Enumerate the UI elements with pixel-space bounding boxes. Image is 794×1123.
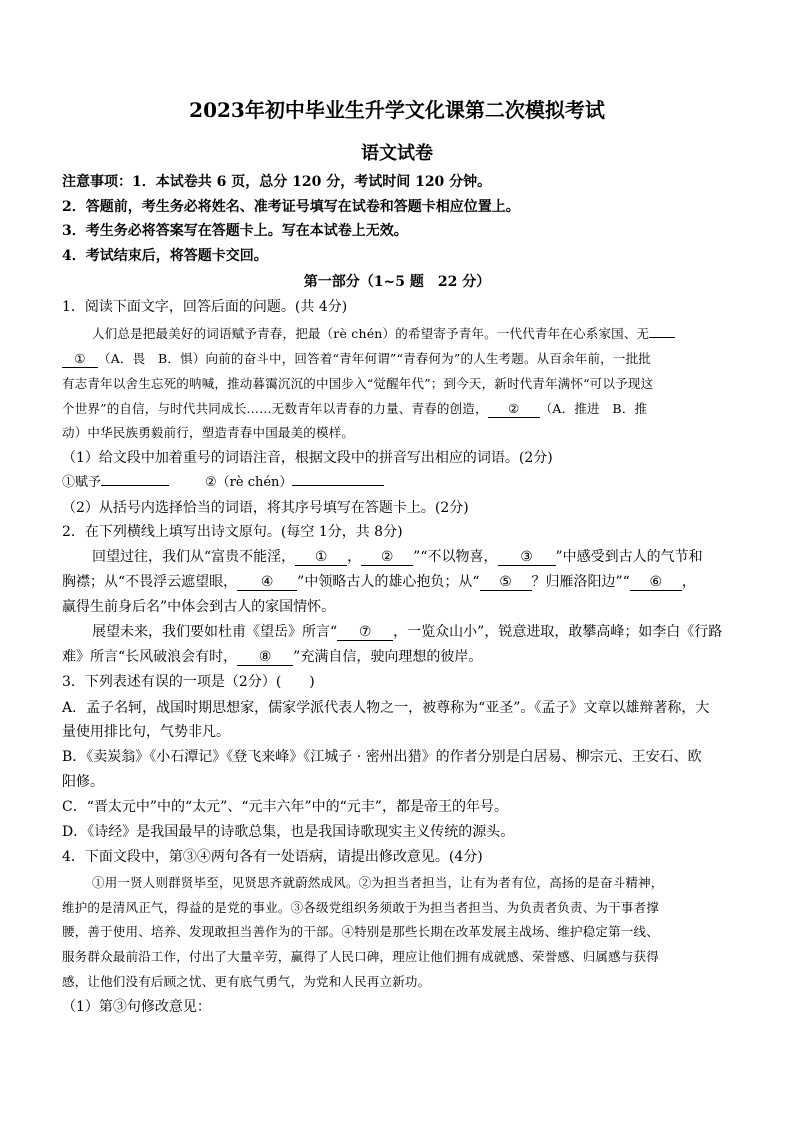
q2-blank-6: ⑥ xyxy=(630,574,682,591)
q2-text: 胸襟；从“不畏浮云遮望眼， xyxy=(62,574,238,590)
q2-blank-4: ④ xyxy=(237,574,297,591)
q4-passage-line-2: 维护的是清风正气，得益的是党的事业。③各级党组织务须敢于为担当者担当、为负责者负责、为干事者撑 xyxy=(62,900,659,915)
q4-stem: 4．下面文段中，第③④两句各有一处语病，请提出修改意见。(4分) xyxy=(62,849,483,865)
q3-option-d: D．《诗经》是我国最早的诗歌总集，也是我国诗歌现实主义传统的源头。 xyxy=(62,824,515,840)
q2-text: ”中感受到古人的气节和 xyxy=(555,549,703,565)
q2-text: ”中领略古人的雄心抱负；从“ xyxy=(297,574,480,590)
q2-blank-7: ⑦ xyxy=(337,624,393,641)
q1-answer-label-a: ①赋予 xyxy=(62,475,102,490)
q2-text: ”“不以物喜， xyxy=(413,549,498,565)
q1-passage-line-3: 有志青年以舍生忘死的呐喊，推动暮霭沉沉的中国步入“觉醒年代”；到今天，新时代青年满怀“可以予现这 xyxy=(62,376,654,391)
section-heading: 第一部分（1~5 题 22 分） xyxy=(303,274,491,290)
q3-option-b-line-2: 阳修。 xyxy=(62,774,104,790)
q3-stem: 3．下列表述有误的一项是（2分）( ) xyxy=(62,674,315,690)
q2-blank-8: ⑧ xyxy=(237,649,293,666)
q3-option-c: C．“晋太元中”中的“太元”、“元丰六年”中的“元丰”，都是帝王的年号。 xyxy=(62,799,508,815)
q1-blank-1-tail xyxy=(649,337,675,338)
q2-text: 展望未来，我们要如杜甫《望岳》所言“ xyxy=(92,624,338,640)
q1-answer-blank-a[interactable] xyxy=(101,485,169,486)
notes-line-3: 3．考生务必将答案写在答题卡上。写在本试卷上无效。 xyxy=(62,223,408,239)
q3-option-b-line-1: B．《卖炭翁》《小石潭记》《登飞来峰》《江城子 · 密州出猎》的作者分别是白居易、柳宗元、王安石、欧 xyxy=(62,749,702,765)
q4-subquestion-1: （1）第③句修改意见： xyxy=(62,999,211,1015)
q4-passage-line-5: 感，让他们没有后顾之忧、更有底气勇气，为党和人民再立新功。 xyxy=(62,974,431,989)
q1-answer-line xyxy=(62,473,384,493)
q1-answer-blank-b[interactable] xyxy=(292,485,384,486)
q1-passage-text: 个世界”的自信，与时代共同成长……无数青年以青春的力量、青春的创造， xyxy=(62,401,488,416)
q2-blank-3: ③ xyxy=(498,549,556,566)
q1-blank-2: ② xyxy=(488,401,540,418)
q2-blank-1: ① xyxy=(295,549,347,566)
q1-passage-text: （A．推进 B．推 xyxy=(539,401,648,416)
q2-blank-5: ⑤ xyxy=(480,574,532,591)
q2-line-3: 赢得生前身后名”中体会到古人的家国情怀。 xyxy=(62,599,336,615)
q2-line-4 xyxy=(92,622,722,642)
q2-blank-2: ② xyxy=(361,549,413,566)
notes-line-2: 2．答题前，考生务必将姓名、准考证号填写在试卷和答题卡相应位置上。 xyxy=(62,199,520,215)
q4-passage-line-3: 腰，善于使用、培养、发现敢担当善作为的干部。④特别是那些长期在改革发展主战场、维护稳定第一线、 xyxy=(62,924,659,939)
q4-passage-line-4: 服务群众最前沿工作，付出了大量辛劳，赢得了人民口碑，理应让他们拥有成就感、荣誉感、归属感与获得 xyxy=(62,949,659,964)
q1-passage-text: 人们总是把最美好的词语赋予青春，把最（rè chén）的希望寄予青年。一代代青年在心系家国、无 xyxy=(92,326,650,341)
q3-option-a-line-2: 量使用排比句，气势非凡。 xyxy=(62,724,230,740)
q1-passage-text: （A．畏 B．惧）向前的奋斗中，回答着“青年何谓”“青春何为”的人生考题。从百余年前，一批批 xyxy=(98,351,651,366)
q1-subquestion-1: （1）给文段中加着重号的词语注音，根据文段中的拼音写出相应的词语。(2分) xyxy=(62,450,553,466)
q2-text: ， xyxy=(681,574,696,590)
q1-passage-line-2 xyxy=(62,349,651,369)
q1-subquestion-2: （2）从括号内选择恰当的词语，将其序号填写在答题卡上。(2分) xyxy=(62,500,469,516)
q2-line-1 xyxy=(92,547,703,567)
q2-line-5 xyxy=(62,647,482,667)
q1-passage-line-5: 动）中华民族勇毅前行，塑造青春中国最美的模样。 xyxy=(62,425,355,440)
q2-text: ， xyxy=(347,549,362,565)
notes-line-4: 4．考试结束后，将答题卡交回。 xyxy=(62,248,268,264)
q1-stem: 1．阅读下面文字，回答后面的问题。(共 4分) xyxy=(62,299,348,315)
exam-subtitle: 语文试卷 xyxy=(361,143,433,164)
q1-passage-line-1 xyxy=(92,324,675,344)
q1-passage-line-4 xyxy=(62,399,647,419)
q2-text: ”充满自信，驶向理想的彼岸。 xyxy=(293,649,483,665)
notes-line-1: 注意事项：1．本试卷共 6 页，总分 120 分，考试时间 120 分钟。 xyxy=(62,174,492,190)
q2-text: ？归雁洛阳边”“ xyxy=(531,574,630,590)
q2-text: ，一览众山小”，锐意进取，敢攀高峰；如李白《行路 xyxy=(393,624,723,640)
q2-stem: 2．在下列横线上填写出诗文原句。(每空 1分，共 8分) xyxy=(62,524,403,540)
exam-title: 2023年初中毕业生升学文化课第二次模拟考试 xyxy=(189,98,605,122)
q2-text: 难》所言“长风破浪会有时， xyxy=(62,649,238,665)
q1-answer-label-b: ②（rè chén） xyxy=(205,475,293,490)
q2-line-2 xyxy=(62,572,696,592)
q4-passage-line-1: ①用一贤人则群贤毕至，见贤思齐就蔚然成风。②为担当者担当，让有为者有位，高扬的是奋斗精神， xyxy=(92,875,664,890)
q1-blank-1: ① xyxy=(62,351,98,368)
q3-option-a-line-1: A．孟子名轲，战国时期思想家，儒家学派代表人物之一，被尊称为“亚圣”。《孟子》文章以雄辩著称，大 xyxy=(62,700,710,716)
q2-text: 回望过往，我们从“富贵不能淫， xyxy=(92,549,296,565)
